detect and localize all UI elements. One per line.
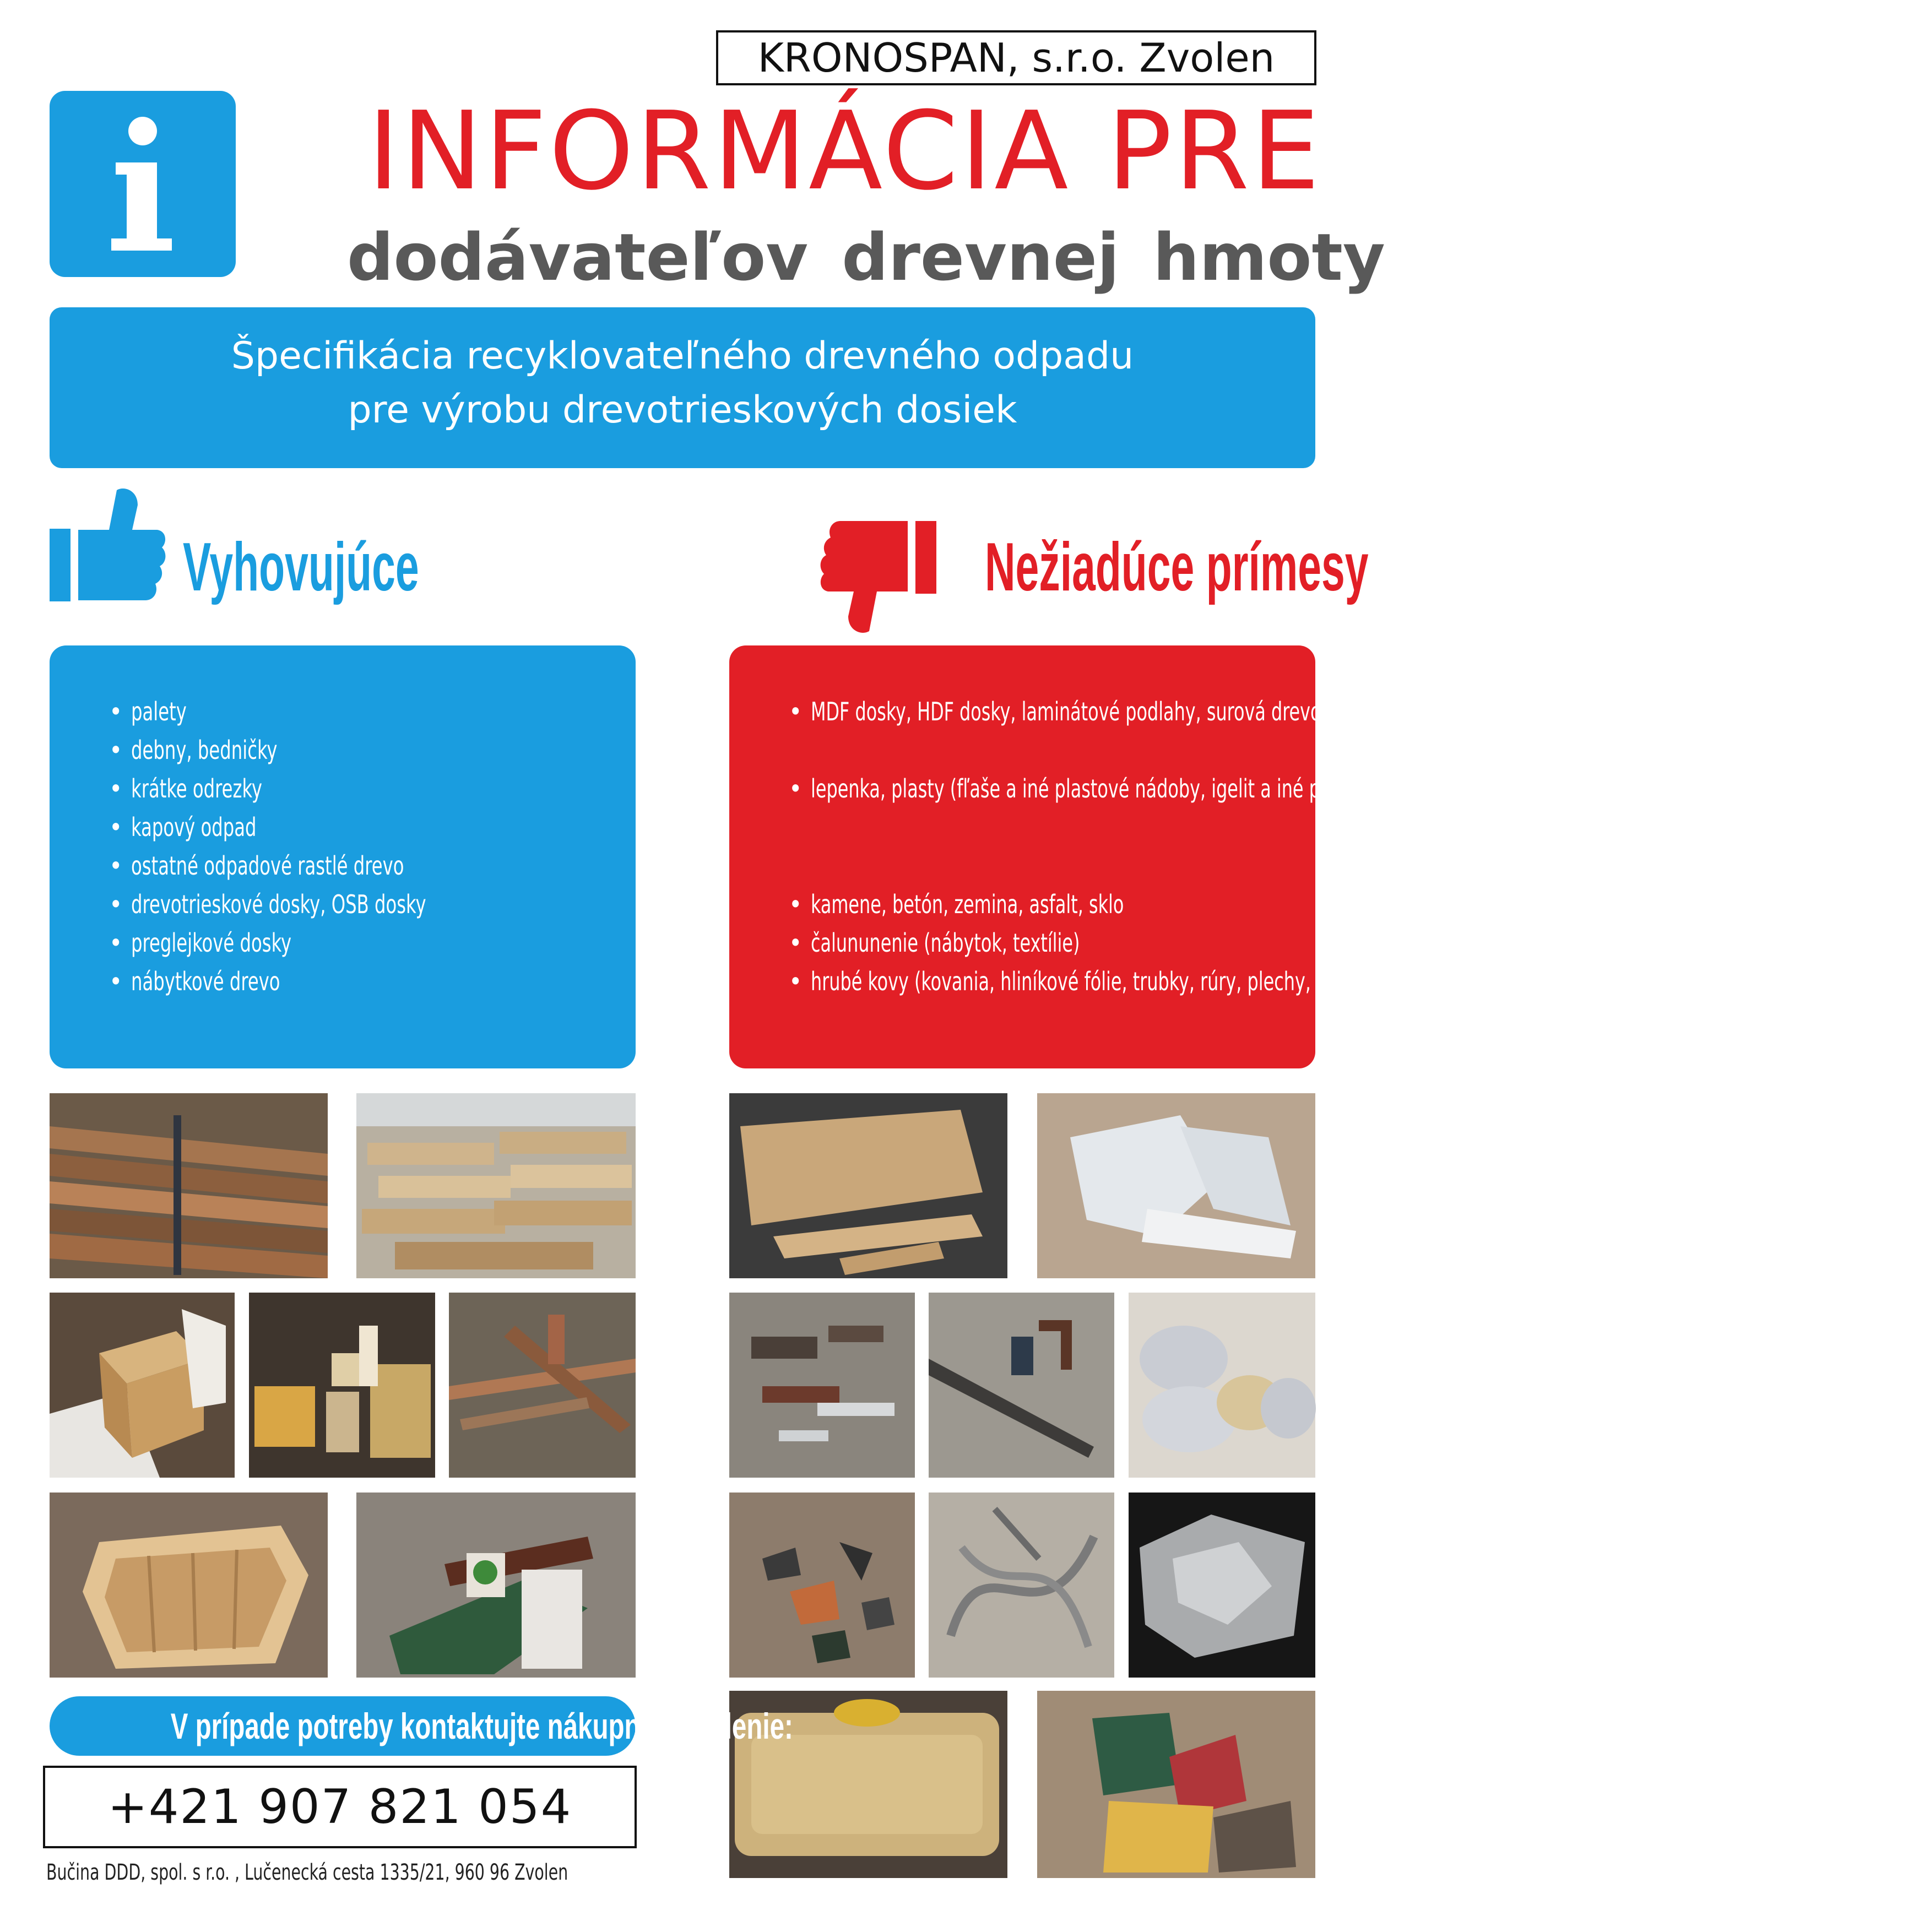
bullet: • bbox=[109, 697, 123, 726]
photo-rough-timber bbox=[449, 1293, 636, 1478]
suitable-panel bbox=[50, 645, 636, 1068]
unwanted-heading: Nežiadúce prímesy bbox=[985, 529, 1369, 605]
list-item: • palety bbox=[131, 692, 509, 731]
bullet: • bbox=[109, 851, 123, 881]
list-item: • nábytkové drevo bbox=[131, 962, 509, 1001]
list-item: • debny, bedničky bbox=[131, 731, 509, 769]
photo-wood-offcuts bbox=[249, 1293, 435, 1478]
photo-metal-scraps bbox=[929, 1293, 1114, 1478]
photo-furniture-boards bbox=[356, 1493, 636, 1678]
photo-wood-bundles bbox=[50, 1093, 328, 1278]
banner-line-1: Špecifikácia recyklovateľného drevného odpadu bbox=[231, 334, 1134, 378]
contact-prompt: V prípade potreby kontaktujte nákupné oddelenie: bbox=[50, 1696, 636, 1756]
info-icon bbox=[50, 91, 236, 277]
list-item: • krátke odrezky bbox=[131, 769, 509, 808]
phone-number[interactable]: +421 907 821 054 bbox=[43, 1766, 637, 1848]
list-item: • ostatné odpadové rastlé drevo bbox=[131, 846, 509, 885]
photo-mdf-sheets bbox=[729, 1093, 1007, 1278]
photo-wooden-crate bbox=[50, 1493, 328, 1678]
list-item: • lepenka, plasty (fľaše a iné plastové nádoby, igelit a iné plastové fólie, ostatné plastové predmety, guma, fólie, penové hmoty) bbox=[811, 769, 1295, 885]
list-item: • drevotrieskové dosky, OSB dosky bbox=[131, 885, 509, 924]
unwanted-list bbox=[789, 692, 1930, 1039]
photo-pallets bbox=[356, 1093, 636, 1278]
photo-plastic-foil bbox=[1037, 1093, 1315, 1278]
list-item: • čalununenie (nábytok, textílie) bbox=[811, 924, 1295, 962]
photo-rubber-plastics bbox=[1037, 1691, 1315, 1878]
bullet: • bbox=[789, 928, 803, 958]
bullet: • bbox=[109, 774, 123, 804]
list-item: • MDF dosky, HDF dosky, laminátové podlahy, surová drevotriesková doska s hliníkovou fóliou bbox=[811, 692, 1295, 769]
photo-wooden-box bbox=[50, 1293, 235, 1478]
bullet: • bbox=[789, 889, 803, 919]
bullet: • bbox=[109, 967, 123, 996]
list-item: • preglejkové dosky bbox=[131, 924, 509, 962]
unwanted-panel bbox=[729, 645, 1930, 1068]
list-item: • kamene, betón, zemina, asfalt, sklo bbox=[811, 885, 1295, 924]
photo-stones-concrete bbox=[1129, 1293, 1315, 1478]
bullet: • bbox=[789, 967, 803, 996]
photo-glass-shards bbox=[729, 1493, 915, 1678]
bullet: • bbox=[109, 928, 123, 958]
thumbs-up-icon bbox=[50, 486, 165, 606]
list-item: • kapový odpad bbox=[131, 808, 509, 846]
bullet: • bbox=[789, 697, 803, 726]
specification-banner bbox=[50, 307, 1315, 468]
photo-metal-fittings bbox=[729, 1293, 915, 1478]
company-name-box: KRONOSPAN, s.r.o. Zvolen bbox=[716, 30, 1316, 85]
thumbs-down-icon bbox=[821, 521, 936, 634]
bullet: • bbox=[109, 889, 123, 919]
banner-line-2: pre výrobu drevotrieskových dosiek bbox=[348, 388, 1017, 432]
footer-address: Bučina DDD, spol. s r.o. , Lučenecká cesta 1335/21, 960 96 Zvolen bbox=[46, 1860, 568, 1885]
page-subtitle: dodávateľov drevnej hmoty bbox=[347, 219, 1385, 295]
bullet: • bbox=[109, 735, 123, 765]
suitable-list bbox=[109, 692, 509, 1001]
photo-metal-pipes bbox=[929, 1493, 1114, 1678]
list-item: • hrubé kovy (kovania, hliníkové fólie, trubky, rúry, plechy, kovové platne, ostatné kovové predmety) bbox=[811, 962, 1295, 1039]
page-title: INFORMÁCIA PRE bbox=[367, 89, 1322, 214]
suitable-heading: Vyhovujúce bbox=[183, 529, 419, 605]
bullet: • bbox=[109, 812, 123, 842]
photo-aluminium-foil bbox=[1129, 1493, 1315, 1678]
bullet: • bbox=[789, 774, 803, 804]
